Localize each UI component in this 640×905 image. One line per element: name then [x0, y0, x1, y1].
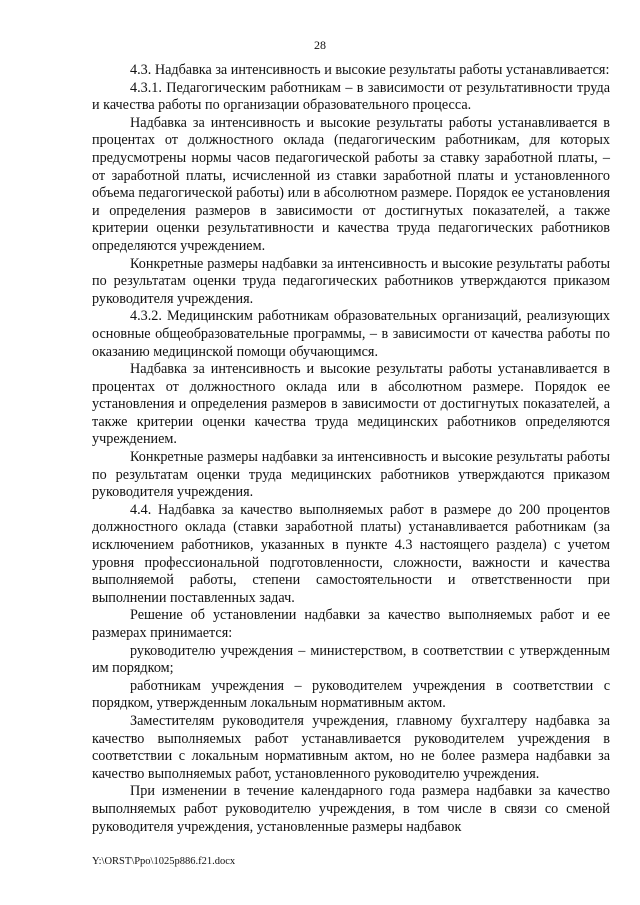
paragraph-medical-bonus-order: Конкретные размеры надбавки за интенсивность и высокие результаты работы по результатам оценки труда медицинских работников утверждаются приказом руководителя учреждения.: [92, 449, 610, 501]
file-path-footer: Y:\ORST\Ppo\1025p886.f21.docx: [92, 856, 236, 867]
paragraph-decision: Решение об установлении надбавки за качество выполняемых работ и ее размерах принимается:: [92, 607, 610, 641]
paragraph-pedagogical-bonus-percent: Надбавка за интенсивность и высокие результаты работы устанавливается в процентах от должностного оклада (педагогическим работникам, для которых предусмотрены нормы часов педагогической работы за ставку заработной платы, – от заработной платы, исчисленной из ставки заработной платы и установленного объема педагогической работы) или в абсолютном размере. Порядок ее установления и определения размеров в зависимости от достигнутых показателей, а также критерии оценки результативности и качества труда педагогических работников определяются учреждением.: [92, 114, 610, 254]
paragraph-4-3-2: 4.3.2. Медицинским работникам образовательных организаций, реализующих основные общеобразовательные программы, – в зависимости от качества работы по оказанию медицинской помощи обучающимся.: [92, 308, 610, 360]
document-body: [92, 62, 610, 836]
paragraph-decision-head: руководителю учреждения – министерством, в соответствии с утвержденным им порядком;: [92, 642, 610, 677]
paragraph-medical-bonus-percent: Надбавка за интенсивность и высокие результаты работы устанавливается в процентах от должностного оклада или в абсолютном размере. Порядок ее установления и определения размеров в зависимости от достигнутых показателей, а также критерии оценки качества труда медицинских работников определяются учреждением.: [92, 361, 610, 448]
paragraph-change-during-year: При изменении в течение календарного года размера надбавки за качество выполняемых работ руководителю учреждения, в том числе в связи со сменой руководителя учреждения, установленные размеры надбавок: [92, 783, 610, 835]
page-number: 28: [314, 38, 326, 52]
paragraph-4-4: 4.4. Надбавка за качество выполняемых работ в размере до 200 процентов должностного оклада (ставки заработной платы) устанавливается работникам (за исключением работников, указанных в пункте 4.3 настоящего раздела) с учетом уровня профессиональной подготовленности, сложности, важности и качества выполняемой работы, степени самостоятельности и ответственности при выполнении поставленных задач.: [92, 501, 610, 606]
paragraph-pedagogical-bonus-order: Конкретные размеры надбавки за интенсивность и высокие результаты работы по результатам оценки труда педагогических работников утверждаются приказом руководителя учреждения.: [92, 255, 610, 307]
paragraph-4-3-1: 4.3.1. Педагогическим работникам – в зависимости от результативности труда и качества работы по организации образовательного процесса.: [92, 79, 610, 114]
paragraph-deputies: Заместителям руководителя учреждения, главному бухгалтеру надбавка за качество выполняемых работ устанавливается руководителем учреждения в соответствии с локальным нормативным актом, но не более размера надбавки за качество выполняемых работ, установленного руководителю учреждения.: [92, 712, 610, 782]
paragraph-decision-staff: работникам учреждения – руководителем учреждения в соответствии с порядком, утвержденным локальным нормативным актом.: [92, 677, 610, 712]
paragraph-4-3: 4.3. Надбавка за интенсивность и высокие результаты работы устанавливается:: [130, 62, 610, 78]
